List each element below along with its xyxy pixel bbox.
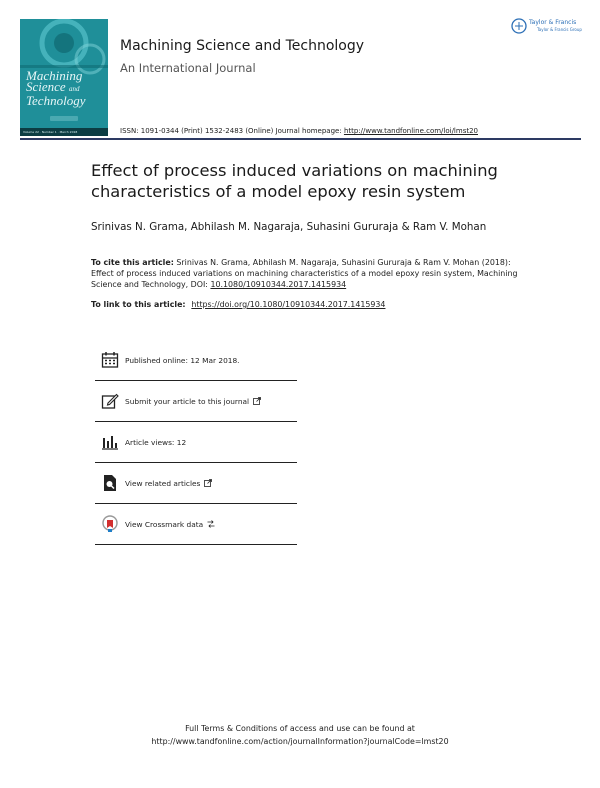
header-divider — [20, 138, 581, 140]
crossmark-row[interactable] — [95, 504, 297, 545]
article-info-box — [95, 340, 297, 545]
citation-text: Srinivas N. Grama, Abhilash M. Nagaraja, Suhasini Gururaja & Ram V. Mohan (2018): Effect of process induced variations on machining characteristics of a model epoxy resin system, Machining Science and Technology, DOI: — [91, 258, 518, 289]
related-articles-row[interactable] — [95, 463, 297, 504]
citation-doi-link[interactable]: 10.1080/10910344.2017.1415934 — [210, 280, 347, 289]
crossmark-icon — [101, 515, 119, 533]
cover-title: Machining Science and Technology — [26, 68, 86, 108]
article-title: Effect of process induced variations on machining characteristics of a model epoxy resin system — [91, 161, 498, 201]
article-views-text: Article views: 12 — [125, 437, 187, 447]
journal-subtitle: An International Journal — [120, 61, 256, 75]
article-doi-link[interactable]: https://doi.org/10.1080/10910344.2017.1415934 — [191, 300, 386, 309]
published-online-row — [95, 340, 297, 381]
crossmark-link[interactable]: View Crossmark data — [125, 519, 204, 529]
published-online-text: Published online: 12 Mar 2018. — [125, 355, 240, 365]
calendar-icon — [101, 351, 119, 369]
journal-title: Machining Science and Technology — [120, 38, 365, 54]
publisher-logo-tagline: Taylor & Francis Group — [537, 27, 582, 32]
article-authors: Srinivas N. Grama, Abhilash M. Nagaraja, Suhasini Gururaja & Ram V. Mohan — [91, 221, 487, 233]
issn-line: ISSN: 1091-0344 (Print) 1532-2483 (Online) Journal homepage: http://www.tandfonline.com/loi/lmst20 — [120, 127, 478, 135]
external-link-icon — [204, 479, 212, 487]
publisher-logo-name: Taylor & Francis — [529, 19, 577, 26]
article-link-line — [91, 300, 385, 309]
journal-cover-image — [20, 19, 108, 136]
submit-article-row[interactable] — [95, 381, 297, 422]
publisher-logo-mark — [511, 18, 527, 34]
bar-chart-icon — [101, 433, 119, 451]
citation-block — [91, 257, 531, 290]
external-link-icon — [207, 520, 215, 528]
submit-article-link[interactable]: Submit your article to this journal — [125, 396, 250, 406]
footer-terms: Full Terms & Conditions of access and use can be found at — [185, 724, 415, 733]
link-label: To link to this article: — [91, 300, 189, 309]
article-views-row — [95, 422, 297, 463]
external-link-icon — [253, 397, 261, 405]
publisher-logo — [510, 17, 585, 39]
cover-footer-bar: Volume 22 · Number 1 · March 2018 — [20, 128, 108, 136]
footer-url-line — [0, 737, 600, 746]
citation-label: To cite this article: — [91, 258, 174, 267]
edit-icon — [101, 392, 119, 410]
journal-homepage-link[interactable]: http://www.tandfonline.com/loi/lmst20 — [343, 127, 478, 135]
footer-terms-link[interactable]: http://www.tandfonline.com/action/journalInformation?journalCode=lmst20 — [151, 737, 449, 746]
related-articles-link[interactable]: View related articles — [125, 478, 201, 488]
related-search-icon — [101, 474, 119, 492]
